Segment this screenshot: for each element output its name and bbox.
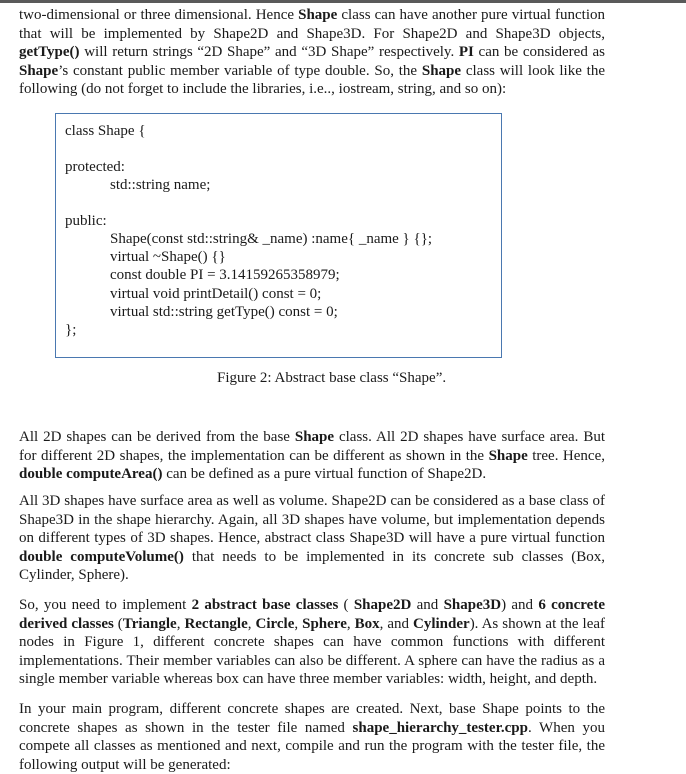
text-run: can be defined as a pure virtual function of Shape2D. <box>162 466 487 483</box>
text-run: All 2D shapes can be derived from the base <box>19 429 295 445</box>
text-run: In your main program, different concrete shapes are created. Next, base Shape points to the concrete shapes as shown in the tester file named <box>19 701 605 736</box>
text-run: can be considered as <box>473 44 605 61</box>
code-member-name: std::string name; <box>110 177 211 193</box>
text-run: two-dimensional or three dimensional. Hence <box>19 7 299 23</box>
page-top-border <box>0 0 686 3</box>
paragraph-3d-shapes <box>19 492 605 585</box>
text-run: , <box>176 615 185 632</box>
figure-caption: Figure 2: Abstract base class “Shape”. <box>217 370 447 386</box>
bold-text-run: Shape <box>488 447 528 464</box>
code-pi-constant: const double PI = 3.14159265358979; <box>110 267 340 283</box>
code-destructor: virtual ~Shape() {} <box>110 249 226 265</box>
bold-text-run: Circle <box>255 615 295 632</box>
paragraph-2d-shapes <box>19 428 605 484</box>
bold-text-run: Cylinder <box>413 615 470 632</box>
text-run: will return strings “2D Shape” and “3D Shape” respectively. <box>79 44 459 61</box>
bold-text-run: Triangle <box>122 615 177 632</box>
code-public-label: public: <box>65 213 107 229</box>
text-run: . When you compete all classes as mentioned and next, compile and run the program with the tester file, the following output will be generated: <box>19 719 605 773</box>
bold-text-run: Rectangle <box>184 615 248 632</box>
bold-text-run: double computeVolume() <box>19 548 184 565</box>
code-class-open: class Shape { <box>65 123 146 139</box>
text-run: , <box>247 615 256 632</box>
code-get-type: virtual std::string getType() const = 0; <box>110 304 338 320</box>
text-run: All 3D shapes have surface area as well as volume. Shape2D can be considered as a base class of Shape3D in the shape hierarchy. Again, all 3D shapes have volume, but implementation depends on different types of 3D shapes. Hence, abstract class Shape3D will have a pure virtual function <box>19 493 605 547</box>
text-run: tree. Hence, <box>527 447 605 464</box>
text-run: ) and <box>501 597 539 613</box>
text-run: class will look like the following (do not forget to include the libraries, i.e.., iostream, string, and so on): <box>19 62 606 98</box>
text-run: So, you need to implement <box>19 597 192 613</box>
bold-text-run: Shape <box>19 62 59 79</box>
text-run: ). As shown at the leaf nodes in Figure 1, different concrete shapes can have common functions with different implementations. Their member variables can also be different. A sphere can have the radius as a single member variable whereas box can have three member variables: width, height, and depth. <box>19 615 606 688</box>
code-print-detail: virtual void printDetail() const = 0; <box>110 286 322 302</box>
bold-text-run: 6 concrete derived classes <box>19 597 605 632</box>
bold-text-run: Sphere <box>302 615 347 632</box>
text-run: ( <box>113 615 123 632</box>
bold-text-run: shape_hierarchy_tester.cpp <box>352 719 528 736</box>
text-run: class can have another pure virtual function that will be implemented by Shape2D and Shape3D. For Shape2D and Shape3D objects, <box>19 7 606 42</box>
code-constructor: Shape(const std::string& _name) :name{ _name } {}; <box>110 231 433 247</box>
bold-text-run: Shape <box>294 429 335 445</box>
text-run: , and <box>379 615 414 632</box>
bold-text-run: double computeArea() <box>19 466 163 483</box>
text-run: , <box>346 615 355 632</box>
paragraph-classes-to-implement <box>19 596 605 689</box>
bold-text-run: Box <box>354 615 380 632</box>
bold-text-run: getType() <box>19 44 80 61</box>
bold-text-run: PI <box>458 44 474 61</box>
text-run: ’s constant public member variable of type double. So, the <box>58 62 422 79</box>
code-class-close: }; <box>65 322 77 338</box>
code-figure-box <box>55 113 502 358</box>
bold-text-run: Shape2D <box>353 597 412 613</box>
text-run: that needs to be implemented in its concrete sub classes (Box, Cylinder, Sphere). <box>19 548 606 584</box>
text-run: ( <box>338 597 354 613</box>
text-run: and <box>411 597 444 613</box>
bold-text-run: Shape <box>421 62 462 79</box>
code-protected-label: protected: <box>65 159 125 175</box>
text-run: , <box>294 615 303 632</box>
bold-text-run: Shape <box>298 7 338 23</box>
text-run: class. All 2D shapes have surface area. But for different 2D shapes, the implementation can be different as shown in the <box>19 429 606 464</box>
intro-paragraph <box>19 6 605 99</box>
bold-text-run: 2 abstract base classes <box>191 597 339 613</box>
bold-text-run: Shape3D <box>443 597 502 613</box>
